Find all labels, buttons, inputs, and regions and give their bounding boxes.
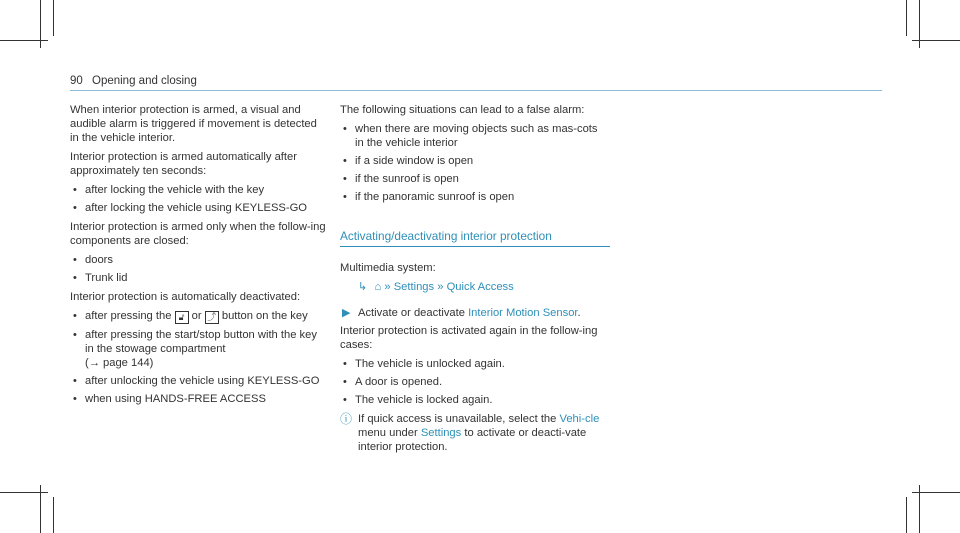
unlock-key-icon: 🔓︎ [175,311,189,324]
list-item: • when there are moving objects such as mas-cots in the vehicle interior [340,122,602,150]
page-reference[interactable]: (→ page 144) [85,357,154,369]
list-item: • after locking the vehicle with the key [70,183,326,197]
crop-mark [53,0,54,36]
list-item: • A door is opened. [340,375,602,389]
paragraph: Interior protection is automatically deactivated: [70,291,301,303]
page-header [70,75,197,87]
quick-access-link[interactable]: Quick Access [446,281,514,293]
list-item: • if a side window is open [340,154,602,168]
instruction-step: ▶ Activate or deactivate Interior Motion Sensor. [342,307,581,319]
step-arrow-icon: ▶ [342,307,351,319]
paragraph: Interior protection is armed only when the follow-ing components are closed: [70,221,326,247]
section-title: Activating/deactivating interior protection [340,229,610,247]
left-column [70,103,326,411]
settings-link[interactable]: Settings [420,427,462,439]
settings-link[interactable]: Settings [393,281,435,293]
paragraph: The following situations can lead to a false alarm: [340,104,585,116]
double-chevron-icon: » [437,281,444,293]
trunk-key-icon: ⤴ [205,311,219,324]
crop-mark [912,40,960,41]
double-chevron-icon: » [384,281,391,293]
paragraph: Interior protection is armed automatically after approximately ten seconds: [70,151,297,177]
info-icon: ⓘ [340,412,353,426]
header-rule [70,90,882,91]
list-item: • if the sunroof is open [340,172,602,186]
list-item: • if the panoramic sunroof is open [340,190,602,204]
list-item: • Trunk lid [70,271,326,285]
paragraph: Interior protection is activated again in the follow-ing cases: [340,325,598,351]
crop-mark [53,497,54,533]
crop-mark [0,492,48,493]
home-icon[interactable]: ⌂ [374,281,382,293]
menu-path [340,280,602,294]
bullet-list [70,253,326,285]
list-item: • after pressing the 🔓︎ or ⤴ button on the key [70,309,326,324]
crop-mark [906,0,907,36]
bullet-list [340,357,602,407]
page-number: 90 [70,75,83,87]
bullet-list [340,122,602,204]
paragraph: Multimedia system: [340,262,436,274]
list-item: • when using HANDS-FREE ACCESS [70,392,326,406]
list-item: • doors [70,253,326,267]
bullet-list [70,183,326,215]
crop-mark [906,497,907,533]
info-note: ⓘ If quick access is unavailable, select the Vehi-cle menu under Settings to activate or deacti-vate interior protection. [340,412,600,453]
interior-motion-sensor-link[interactable]: Interior Motion Sensor [468,307,578,319]
bullet-list [70,309,326,406]
list-item: • after unlocking the vehicle using KEYLESS-GO [70,374,326,388]
path-arrow-icon: ↳ [358,281,368,293]
page-title: Opening and closing [92,75,197,87]
crop-mark [0,40,48,41]
list-item: • The vehicle is unlocked again. [340,357,602,371]
vehicle-menu-link[interactable]: Vehi-cle [559,413,600,425]
list-item: • after pressing the start/stop button with the key in the stowage compartment (→ page 144) [70,328,326,370]
paragraph: When interior protection is armed, a visual and audible alarm is triggered if movement is detected in the vehicle interior. [70,104,317,144]
right-column [340,103,602,454]
crop-mark [912,492,960,493]
list-item: • The vehicle is locked again. [340,393,602,407]
list-item: • after locking the vehicle using KEYLESS-GO [70,201,326,215]
